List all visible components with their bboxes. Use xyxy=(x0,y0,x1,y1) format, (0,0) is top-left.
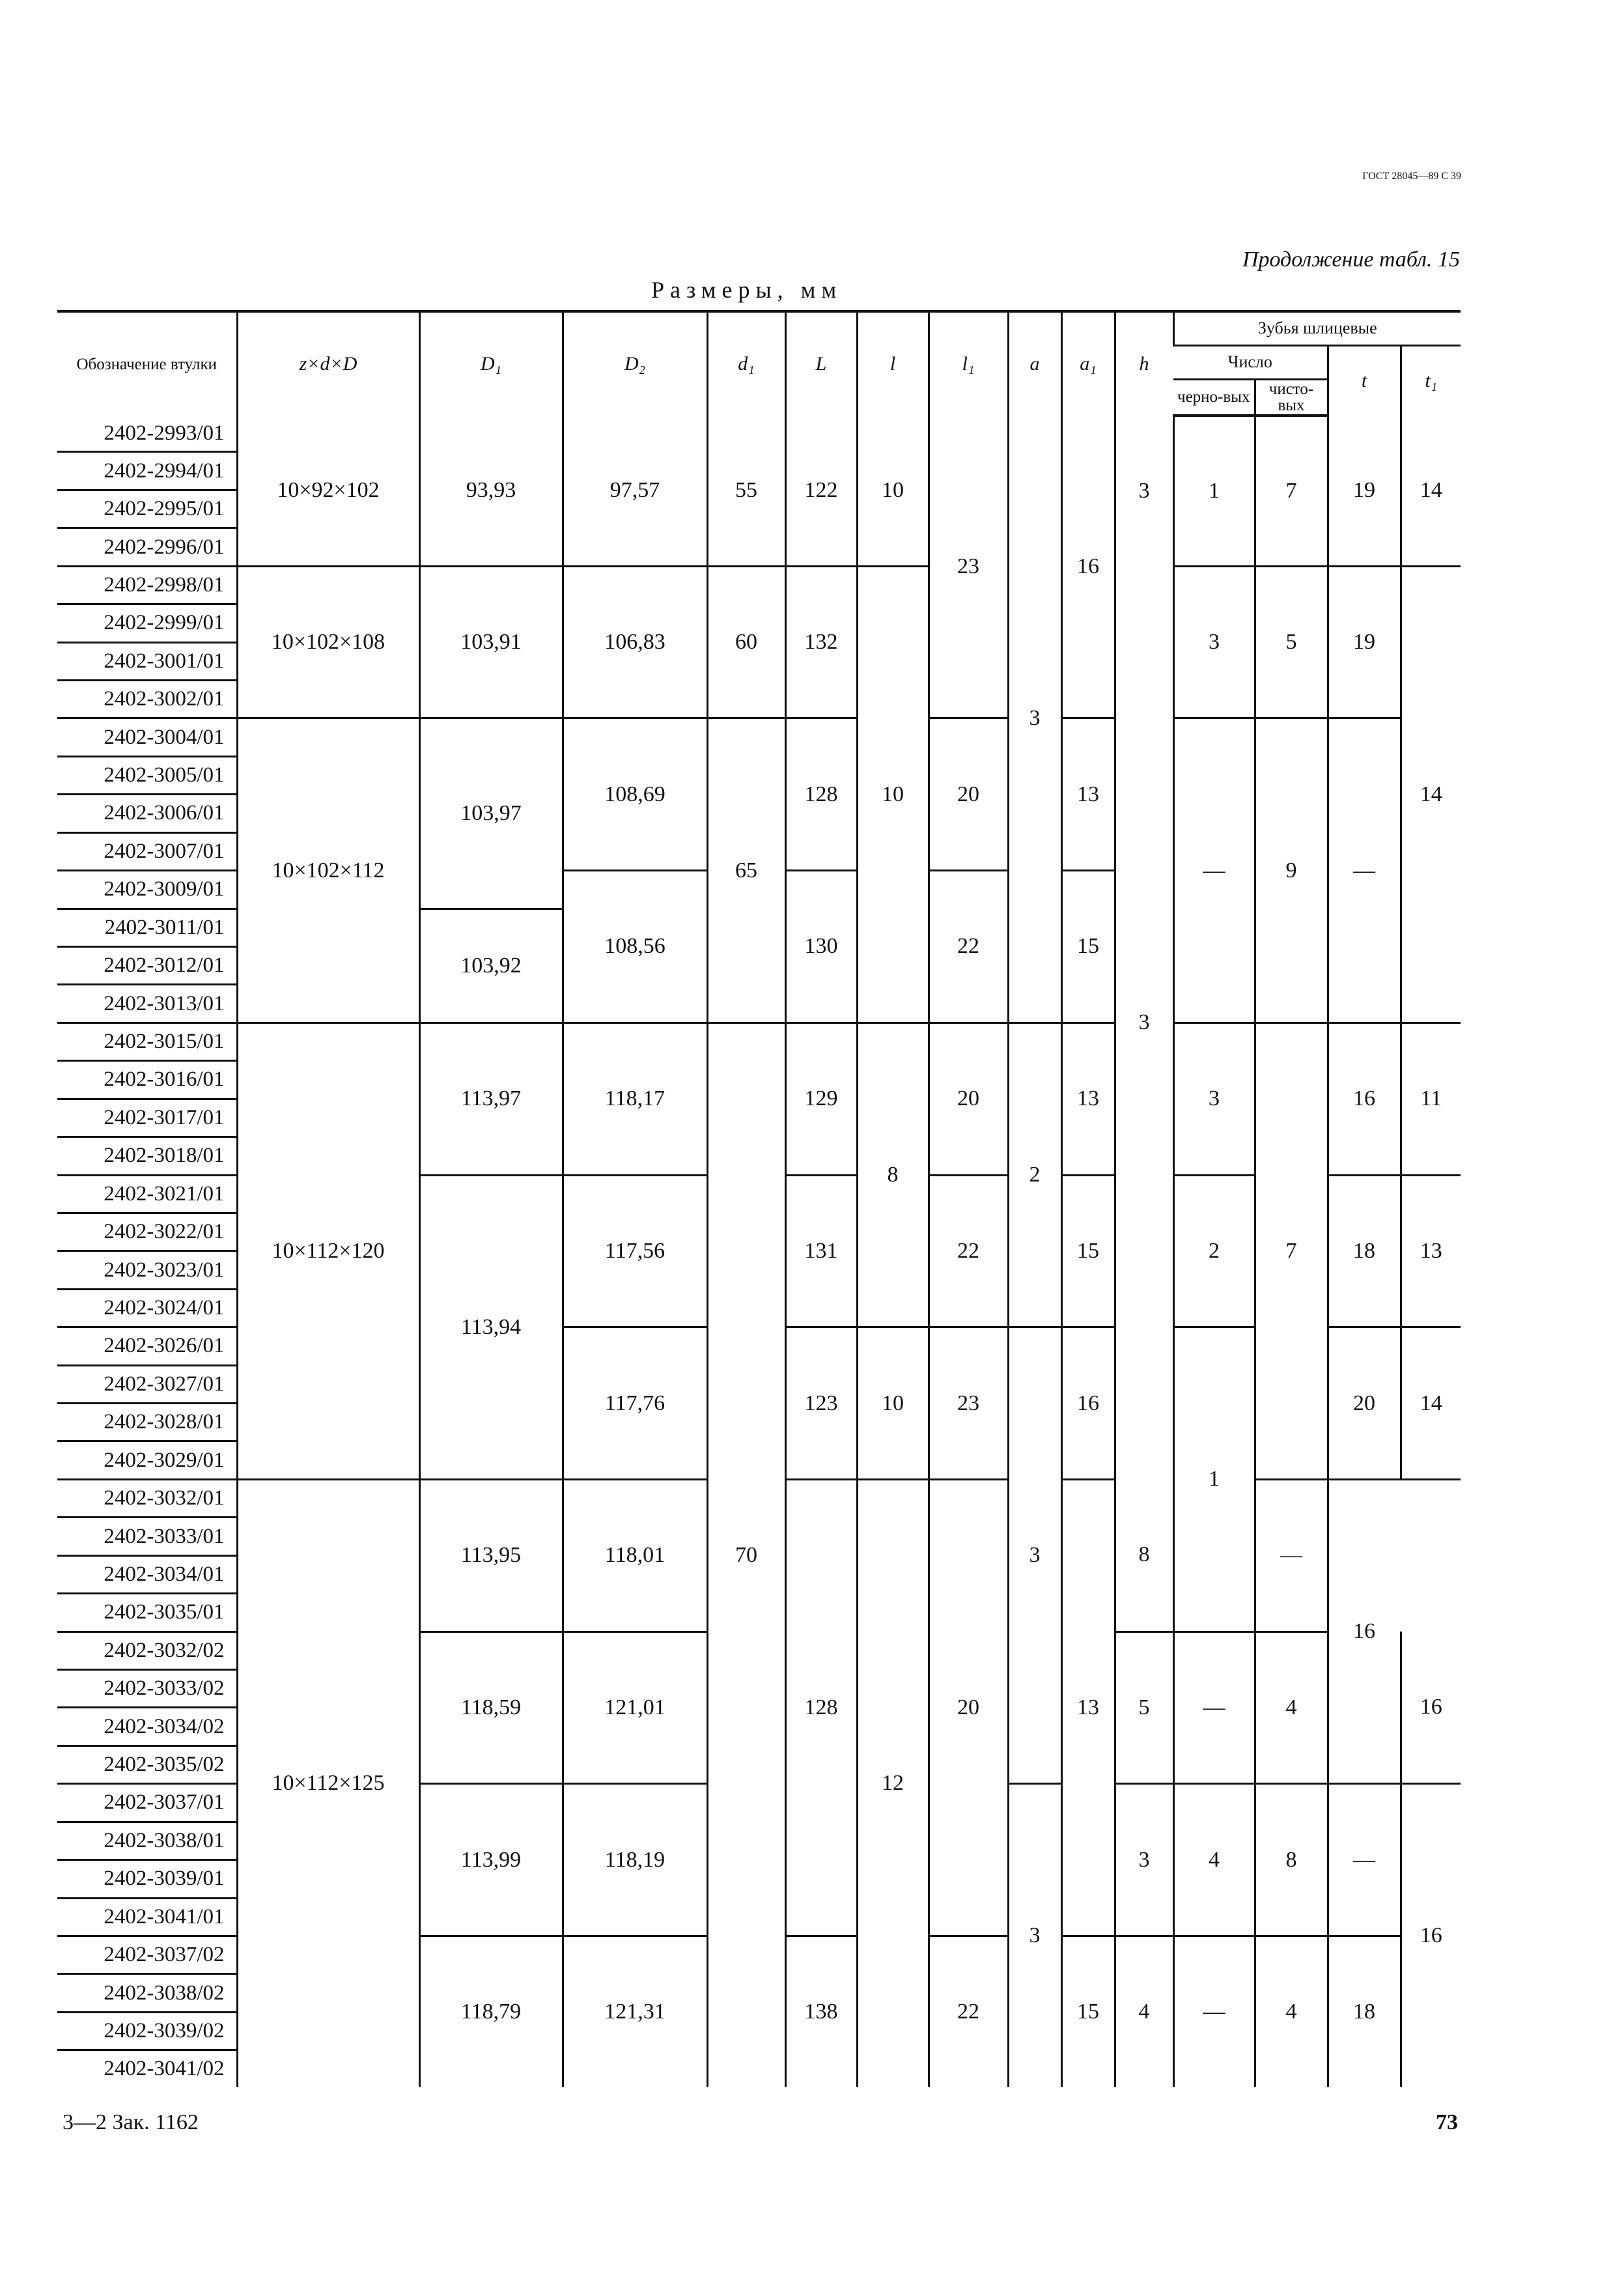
designation-cell: 2402-3009/01 xyxy=(57,871,237,909)
designation-cell: 2402-3017/01 xyxy=(57,1099,237,1137)
col-header-h: h xyxy=(1115,311,1173,416)
D1-cell: 113,94 xyxy=(419,1175,563,1479)
designation-cell: 2402-3032/02 xyxy=(57,1632,237,1669)
D2-cell: 106,83 xyxy=(563,566,707,718)
l1-cell: 23 xyxy=(929,1327,1008,1480)
h-cell: 3 xyxy=(1115,416,1173,566)
d1-cell: 65 xyxy=(707,718,785,1023)
L-cell: 129 xyxy=(785,1023,857,1175)
designation-cell: 2402-3018/01 xyxy=(57,1137,237,1175)
h-cell: 4 xyxy=(1115,1936,1173,2087)
col-header-zdD: z×d×D xyxy=(237,311,419,416)
designation-cell: 2402-3021/01 xyxy=(57,1175,237,1213)
col-header-rough: черно-вых xyxy=(1173,379,1255,416)
designation-cell: 2402-3037/02 xyxy=(57,1936,237,1973)
a-cell: 2 xyxy=(1008,1023,1061,1327)
D2-cell: 118,17 xyxy=(563,1023,707,1175)
designation-cell: 2402-3002/01 xyxy=(57,681,237,718)
l1-cell: 20 xyxy=(929,1479,1008,1936)
finish-count-cell: 9 xyxy=(1255,718,1328,1023)
D2-cell: 117,56 xyxy=(563,1175,707,1327)
designation-cell: 2402-3038/02 xyxy=(57,1974,237,2012)
dimensions-caption: Размеры, мм xyxy=(651,277,843,303)
page-number: 73 xyxy=(1436,2110,1458,2134)
designation-cell: 2402-3016/01 xyxy=(57,1061,237,1099)
col-header-t1: t₁ xyxy=(1401,345,1461,416)
zdD-cell: 10×112×125 xyxy=(237,1479,419,2087)
designation-cell: 2402-3034/02 xyxy=(57,1708,237,1746)
designation-cell: 2402-3023/01 xyxy=(57,1251,237,1289)
D2-cell: 121,31 xyxy=(563,1936,707,2087)
designation-cell: 2402-2993/01 xyxy=(57,416,237,452)
designation-cell: 2402-3038/01 xyxy=(57,1822,237,1859)
finish-count-cell: 4 xyxy=(1255,1632,1328,1784)
table-continuation-label: Продолжение табл. 15 xyxy=(1242,247,1460,272)
d1-cell: 70 xyxy=(707,1023,785,2087)
designation-cell: 2402-3035/02 xyxy=(57,1746,237,1783)
rough-count-cell: — xyxy=(1173,718,1255,1023)
t-cell: 18 xyxy=(1328,1175,1401,1327)
finish-count-cell: 7 xyxy=(1255,1023,1328,1479)
col-header-D1: D₁ xyxy=(419,311,563,416)
t-cell: — xyxy=(1255,1479,1328,1632)
col-header-l: l xyxy=(857,311,929,416)
designation-cell: 2402-3041/01 xyxy=(57,1898,237,1936)
d1-cell: 60 xyxy=(707,566,785,718)
h-cell: 3 xyxy=(1115,1784,1173,1936)
t-cell: — xyxy=(1328,718,1401,1023)
a1-cell: 15 xyxy=(1061,1175,1115,1327)
l-cell: 10 xyxy=(857,416,929,566)
D2-cell: 121,01 xyxy=(563,1632,707,1784)
col-header-d1: d₁ xyxy=(707,311,785,416)
designation-cell: 2402-3033/01 xyxy=(57,1518,237,1555)
designation-cell: 2402-3015/01 xyxy=(57,1023,237,1060)
t1-cell: 14 xyxy=(1401,416,1461,566)
table-header xyxy=(57,311,1461,416)
D1-cell: 118,59 xyxy=(419,1632,563,1784)
a1-cell: 13 xyxy=(1061,1479,1115,1936)
D2-cell: 118,01 xyxy=(563,1479,707,1632)
col-header-L: L xyxy=(785,311,857,416)
l-cell: 8 xyxy=(857,1023,929,1327)
D2-cell: 108,69 xyxy=(563,718,707,871)
rough-count-cell: 1 xyxy=(1173,1327,1255,1632)
rough-count-cell: 4 xyxy=(1173,1784,1255,1936)
t-cell: 19 xyxy=(1328,416,1401,566)
d1-cell: 55 xyxy=(707,416,785,566)
t1-cell: 11 xyxy=(1401,1023,1461,1175)
designation-cell: 2402-3011/01 xyxy=(57,909,237,946)
designation-cell: 2402-3041/02 xyxy=(104,2057,225,2081)
D1-cell: 103,92 xyxy=(419,909,563,1023)
rough-count-cell: — xyxy=(1173,1936,1255,2087)
a1-cell: 13 xyxy=(1061,718,1115,871)
a1-cell: 16 xyxy=(1061,1327,1115,1480)
designation-cell: 2402-3024/01 xyxy=(57,1289,237,1327)
a1-cell: 15 xyxy=(1061,1936,1115,2087)
designation-cell: 2402-3034/01 xyxy=(57,1555,237,1593)
print-order-note: 3—2 Зак. 1162 xyxy=(63,2110,199,2134)
designation-cell: 2402-3001/01 xyxy=(57,642,237,680)
h-cell: 5 xyxy=(1115,1632,1173,1784)
L-cell: 132 xyxy=(785,566,857,718)
D1-cell: 103,97 xyxy=(419,718,563,909)
bushing-dimensions-table xyxy=(57,310,1461,2087)
D2-cell: 118,19 xyxy=(563,1784,707,1936)
designation-cell: 2402-2995/01 xyxy=(57,490,237,528)
D2-cell: 108,56 xyxy=(563,871,707,1023)
designation-cell: 2402-3005/01 xyxy=(57,756,237,794)
l1-cell: 22 xyxy=(929,871,1008,1023)
D1-cell: 93,93 xyxy=(419,416,563,566)
t1-cell: 13 xyxy=(1401,1175,1461,1327)
t-cell: 16 xyxy=(1401,1632,1461,1784)
rough-count-cell: — xyxy=(1173,1632,1255,1784)
col-header-finish: чисто-вых xyxy=(1255,379,1328,416)
L-cell: 131 xyxy=(785,1175,857,1327)
col-header-teeth: Зубья шлицевые xyxy=(1173,311,1461,345)
zdD-cell: 10×92×102 xyxy=(237,416,419,566)
L-cell: 122 xyxy=(785,416,857,566)
D1-cell: 118,79 xyxy=(419,1936,563,2087)
zdD-cell: 10×112×120 xyxy=(237,1023,419,1479)
l-cell: 10 xyxy=(857,1327,929,1480)
l1-cell: 20 xyxy=(929,1023,1008,1175)
t1-cell: 14 xyxy=(1401,566,1461,1023)
col-header-t: t xyxy=(1328,345,1401,416)
D1-cell: 113,97 xyxy=(419,1023,563,1175)
zdD-cell: 10×102×112 xyxy=(237,718,419,1023)
col-header-D2: D₂ xyxy=(563,311,707,416)
t-cell: — xyxy=(1328,1784,1401,1936)
designation-cell: 2402-3033/02 xyxy=(57,1669,237,1707)
designation-cell: 2402-2998/01 xyxy=(57,566,237,604)
designation-cell: 2402-2999/01 xyxy=(57,604,237,642)
h-cell: 3 xyxy=(1115,566,1173,1479)
t-cell: 18 xyxy=(1328,1936,1401,2087)
col-header-a1: a₁ xyxy=(1061,311,1115,416)
t1-cell: 16 xyxy=(1401,1784,1461,2087)
a-cell: 3 xyxy=(1008,1784,1061,2087)
finish-count-cell: 7 xyxy=(1255,416,1328,566)
L-cell: 128 xyxy=(785,718,857,871)
L-cell: 138 xyxy=(785,1936,857,2087)
designation-cell: 2402-3035/01 xyxy=(57,1594,237,1632)
a1-cell: 16 xyxy=(1061,416,1115,718)
a-cell: 3 xyxy=(1008,1327,1061,1784)
a1-cell: 15 xyxy=(1061,871,1115,1023)
designation-cell: 2402-3029/01 xyxy=(57,1441,237,1479)
t-cell: 16 xyxy=(1328,1023,1401,1175)
designation-cell: 2402-3039/02 xyxy=(57,2012,237,2050)
L-cell: 130 xyxy=(785,871,857,1023)
col-header-l1: l₁ xyxy=(929,311,1008,416)
rough-count-cell: 3 xyxy=(1173,566,1255,718)
rough-count-cell: 3 xyxy=(1173,1023,1255,1175)
table-body xyxy=(57,416,1461,2087)
rough-count-cell: 2 xyxy=(1173,1175,1255,1327)
finish-count-cell: 8 xyxy=(1115,1479,1173,1632)
designation-cell: 2402-3027/01 xyxy=(57,1365,237,1403)
designation-cell: 2402-3012/01 xyxy=(57,946,237,984)
D1-cell: 103,91 xyxy=(419,566,563,718)
l1-cell: 20 xyxy=(929,718,1008,871)
a1-cell: 13 xyxy=(1061,1023,1115,1175)
rough-count-cell: 1 xyxy=(1173,416,1255,566)
col-header-count: Число xyxy=(1173,345,1328,379)
l-cell: 12 xyxy=(857,1479,929,2087)
D2-cell: 97,57 xyxy=(563,416,707,566)
l1-cell: 22 xyxy=(929,1175,1008,1327)
D2-cell: 117,76 xyxy=(563,1327,707,1480)
designation-cell: 2402-3039/01 xyxy=(57,1860,237,1898)
finish-count-cell: 8 xyxy=(1255,1784,1328,1936)
col-header-designation: Обозначение втулки xyxy=(57,311,237,416)
a-cell: 3 xyxy=(1008,416,1061,1023)
designation-cell: 2402-3007/01 xyxy=(57,832,237,870)
l1-cell: 23 xyxy=(929,416,1008,718)
designation-cell: 2402-3037/01 xyxy=(57,1784,237,1822)
zdD-cell: 10×102×108 xyxy=(237,566,419,718)
col-header-a: a xyxy=(1008,311,1061,416)
designation-cell: 2402-3004/01 xyxy=(57,718,237,756)
t1-cell: 14 xyxy=(1401,1327,1461,1480)
designation-cell: 2402-3028/01 xyxy=(57,1404,237,1441)
designation-cell: 2402-3022/01 xyxy=(57,1213,237,1251)
designation-cell: 2402-2996/01 xyxy=(57,528,237,566)
l1-cell: 22 xyxy=(929,1936,1008,2087)
designation-cell: 2402-2994/01 xyxy=(57,452,237,490)
finish-count-cell: 4 xyxy=(1255,1936,1328,2087)
doc-title: ГОСТ 28045—89 С 39 xyxy=(1362,171,1461,182)
l-cell: 10 xyxy=(857,566,929,1023)
designation-cell: 2402-3032/01 xyxy=(57,1479,237,1517)
designation-cell: 2402-3013/01 xyxy=(57,985,237,1023)
designation-cell: 2402-3006/01 xyxy=(57,795,237,832)
designation-cell: 2402-3026/01 xyxy=(57,1327,237,1365)
t1-cell: 16 xyxy=(1328,1479,1401,1783)
L-cell: 128 xyxy=(785,1479,857,1936)
t-cell: 19 xyxy=(1328,566,1401,718)
D1-cell: 113,99 xyxy=(419,1784,563,1936)
L-cell: 123 xyxy=(785,1327,857,1480)
D1-cell: 113,95 xyxy=(419,1479,563,1632)
t-cell: 20 xyxy=(1328,1327,1401,1480)
finish-count-cell: 5 xyxy=(1255,566,1328,718)
